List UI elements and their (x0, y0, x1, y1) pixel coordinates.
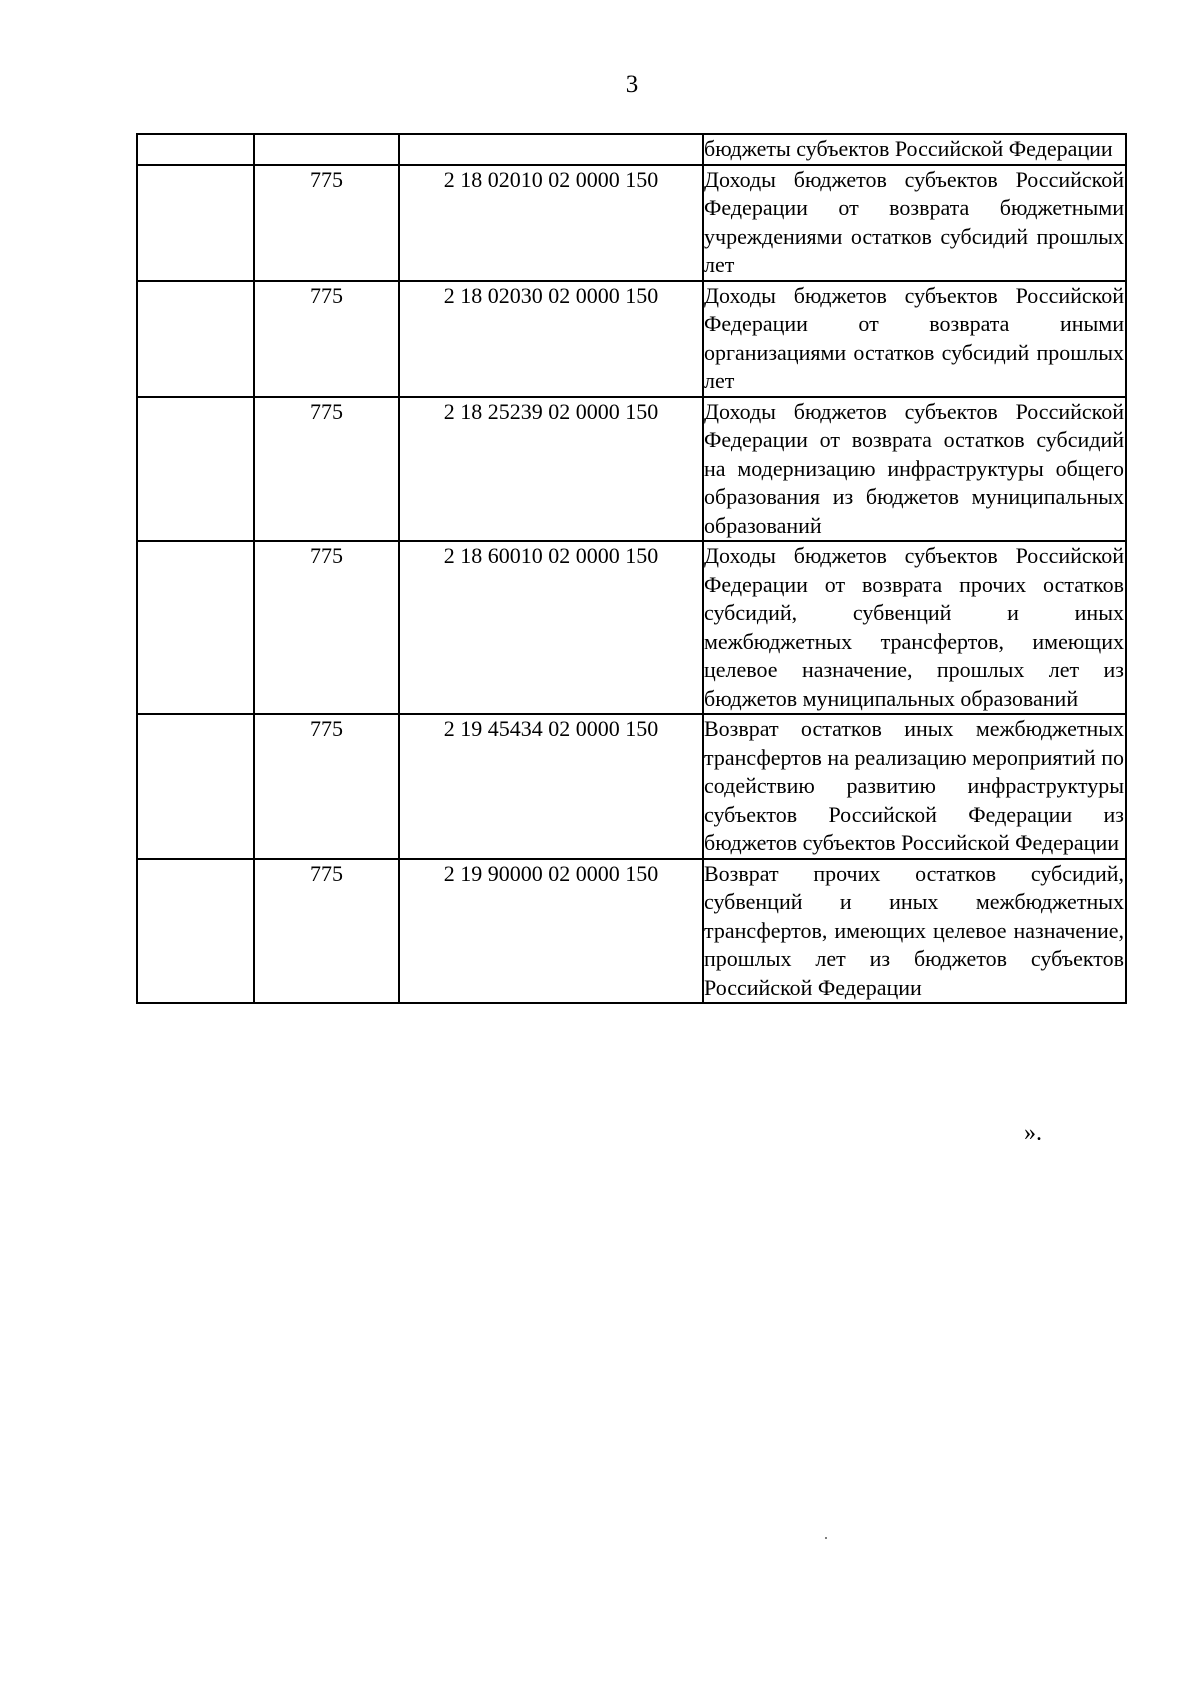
table-row (137, 281, 1126, 397)
table-row (137, 134, 1126, 165)
table-row (137, 165, 1126, 281)
budget-codes-table (136, 133, 1127, 1004)
description-text: Возврат прочих остатков субсидий, субвенций и иных межбюджетных трансфертов, имеющих целевое назначение, прошлых лет из бюджетов субъектов Российской Федерации (704, 860, 1124, 1000)
empty-cell (137, 281, 254, 397)
empty-cell (137, 134, 254, 165)
description-text: бюджеты субъектов Российской Федерации (704, 136, 1113, 161)
description-cell (703, 281, 1126, 397)
description-cell (703, 134, 1126, 165)
budget-code-cell: 2 19 90000 02 0000 150 (399, 859, 703, 1004)
page-number: 3 (625, 71, 639, 98)
table-row (137, 541, 1126, 714)
empty-cell (137, 397, 254, 542)
admin-code-cell: 775 (254, 714, 399, 859)
table-row (137, 397, 1126, 542)
admin-code-cell: 775 (254, 541, 399, 714)
empty-cell (137, 714, 254, 859)
empty-cell (137, 859, 254, 1004)
closing-quote: ». (1024, 1120, 1042, 1146)
admin-code-cell: 775 (254, 281, 399, 397)
table-row (137, 714, 1126, 859)
description-cell (703, 165, 1126, 281)
scan-speck (825, 1537, 827, 1539)
admin-code-cell: 775 (254, 397, 399, 542)
budget-code-cell: 2 18 02030 02 0000 150 (399, 281, 703, 397)
description-cell (703, 859, 1126, 1004)
empty-cell (137, 541, 254, 714)
description-text: Доходы бюджетов субъектов Российской Федерации от возврата бюджетными учреждениями остатков субсидий прошлых лет (704, 166, 1124, 277)
admin-code-cell (254, 134, 399, 165)
description-text: Доходы бюджетов субъектов Российской Федерации от возврата иными организациями остатков субсидий прошлых лет (704, 282, 1124, 393)
description-text: Доходы бюджетов субъектов Российской Федерации от возврата прочих остатков субсидий, субвенций и иных межбюджетных трансфертов, имеющих целевое назначение, прошлых лет из бюджетов муниципальных образований (704, 543, 1124, 711)
budget-code-cell: 2 18 02010 02 0000 150 (399, 165, 703, 281)
description-cell (703, 714, 1126, 859)
description-text: Возврат остатков иных межбюджетных трансфертов на реализацию мероприятий по содействию развитию инфраструктуры субъектов Российской Федерации из бюджетов субъектов Российской Федерации (704, 716, 1124, 855)
budget-code-cell: 2 18 60010 02 0000 150 (399, 541, 703, 714)
admin-code-cell: 775 (254, 859, 399, 1004)
empty-cell (137, 165, 254, 281)
admin-code-cell: 775 (254, 165, 399, 281)
description-cell (703, 541, 1126, 714)
budget-code-cell: 2 18 25239 02 0000 150 (399, 397, 703, 542)
description-cell (703, 397, 1126, 542)
budget-code-cell: 2 19 45434 02 0000 150 (399, 714, 703, 859)
table-row (137, 859, 1126, 1004)
budget-code-cell (399, 134, 703, 165)
description-text: Доходы бюджетов субъектов Российской Федерации от возврата остатков субсидий на модернизацию инфраструктуры общего образования из бюджетов муниципальных образований (704, 398, 1124, 538)
